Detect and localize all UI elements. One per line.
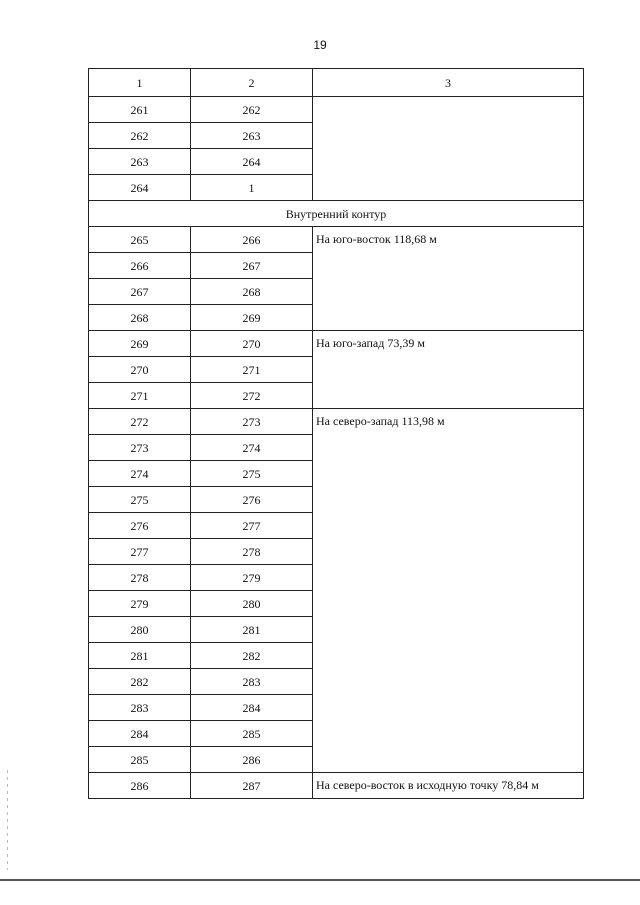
column-header-1: 1	[89, 69, 191, 97]
column-header-3: 3	[313, 69, 584, 97]
point-from-cell: 269	[89, 331, 191, 357]
point-from-cell: 280	[89, 617, 191, 643]
table-row	[89, 227, 584, 253]
point-from-cell: 266	[89, 253, 191, 279]
point-to-cell: 279	[191, 565, 313, 591]
point-to-cell: 268	[191, 279, 313, 305]
direction-description-cell: На северо-запад 113,98 м	[313, 409, 584, 773]
point-to-cell: 278	[191, 539, 313, 565]
point-to-cell: 284	[191, 695, 313, 721]
point-to-cell: 1	[191, 175, 313, 201]
boundary-table	[88, 68, 584, 799]
boundary-table-body	[89, 69, 584, 799]
point-to-cell: 287	[191, 773, 313, 799]
table-row	[89, 331, 584, 357]
point-from-cell: 283	[89, 695, 191, 721]
point-to-cell: 270	[191, 331, 313, 357]
point-to-cell: 269	[191, 305, 313, 331]
column-header-2: 2	[191, 69, 313, 97]
point-to-cell: 274	[191, 435, 313, 461]
point-from-cell: 276	[89, 513, 191, 539]
direction-description-cell: На юго-восток 118,68 м	[313, 227, 584, 331]
point-to-cell: 271	[191, 357, 313, 383]
point-to-cell: 264	[191, 149, 313, 175]
section-row	[89, 201, 584, 227]
point-to-cell: 277	[191, 513, 313, 539]
point-to-cell: 263	[191, 123, 313, 149]
point-to-cell: 276	[191, 487, 313, 513]
point-from-cell: 278	[89, 565, 191, 591]
point-from-cell: 277	[89, 539, 191, 565]
point-from-cell: 270	[89, 357, 191, 383]
point-from-cell: 282	[89, 669, 191, 695]
point-from-cell: 268	[89, 305, 191, 331]
page-number: 19	[313, 38, 327, 52]
point-from-cell: 274	[89, 461, 191, 487]
point-to-cell: 281	[191, 617, 313, 643]
bottom-border-line	[0, 879, 640, 881]
table-row	[89, 97, 584, 123]
point-from-cell: 279	[89, 591, 191, 617]
point-from-cell: 267	[89, 279, 191, 305]
table-header-row	[89, 69, 584, 97]
point-from-cell: 261	[89, 97, 191, 123]
point-to-cell: 262	[191, 97, 313, 123]
point-to-cell: 282	[191, 643, 313, 669]
point-to-cell: 280	[191, 591, 313, 617]
point-from-cell: 275	[89, 487, 191, 513]
section-title: Внутренний контур	[89, 201, 584, 227]
point-to-cell: 283	[191, 669, 313, 695]
point-to-cell: 275	[191, 461, 313, 487]
point-to-cell: 272	[191, 383, 313, 409]
point-from-cell: 262	[89, 123, 191, 149]
point-from-cell: 265	[89, 227, 191, 253]
table-row	[89, 773, 584, 799]
point-from-cell: 264	[89, 175, 191, 201]
point-from-cell: 271	[89, 383, 191, 409]
direction-description-cell: На юго-запад 73,39 м	[313, 331, 584, 409]
point-from-cell: 285	[89, 747, 191, 773]
point-to-cell: 267	[191, 253, 313, 279]
point-to-cell: 285	[191, 721, 313, 747]
direction-description-cell: На северо-восток в исходную точку 78,84 м	[313, 773, 584, 799]
point-from-cell: 281	[89, 643, 191, 669]
point-from-cell: 273	[89, 435, 191, 461]
direction-description-cell	[313, 97, 584, 201]
point-from-cell: 263	[89, 149, 191, 175]
table-row	[89, 409, 584, 435]
point-from-cell: 284	[89, 721, 191, 747]
point-to-cell: 286	[191, 747, 313, 773]
point-from-cell: 286	[89, 773, 191, 799]
point-from-cell: 272	[89, 409, 191, 435]
point-to-cell: 266	[191, 227, 313, 253]
point-to-cell: 273	[191, 409, 313, 435]
margin-dashed-line	[7, 770, 8, 870]
